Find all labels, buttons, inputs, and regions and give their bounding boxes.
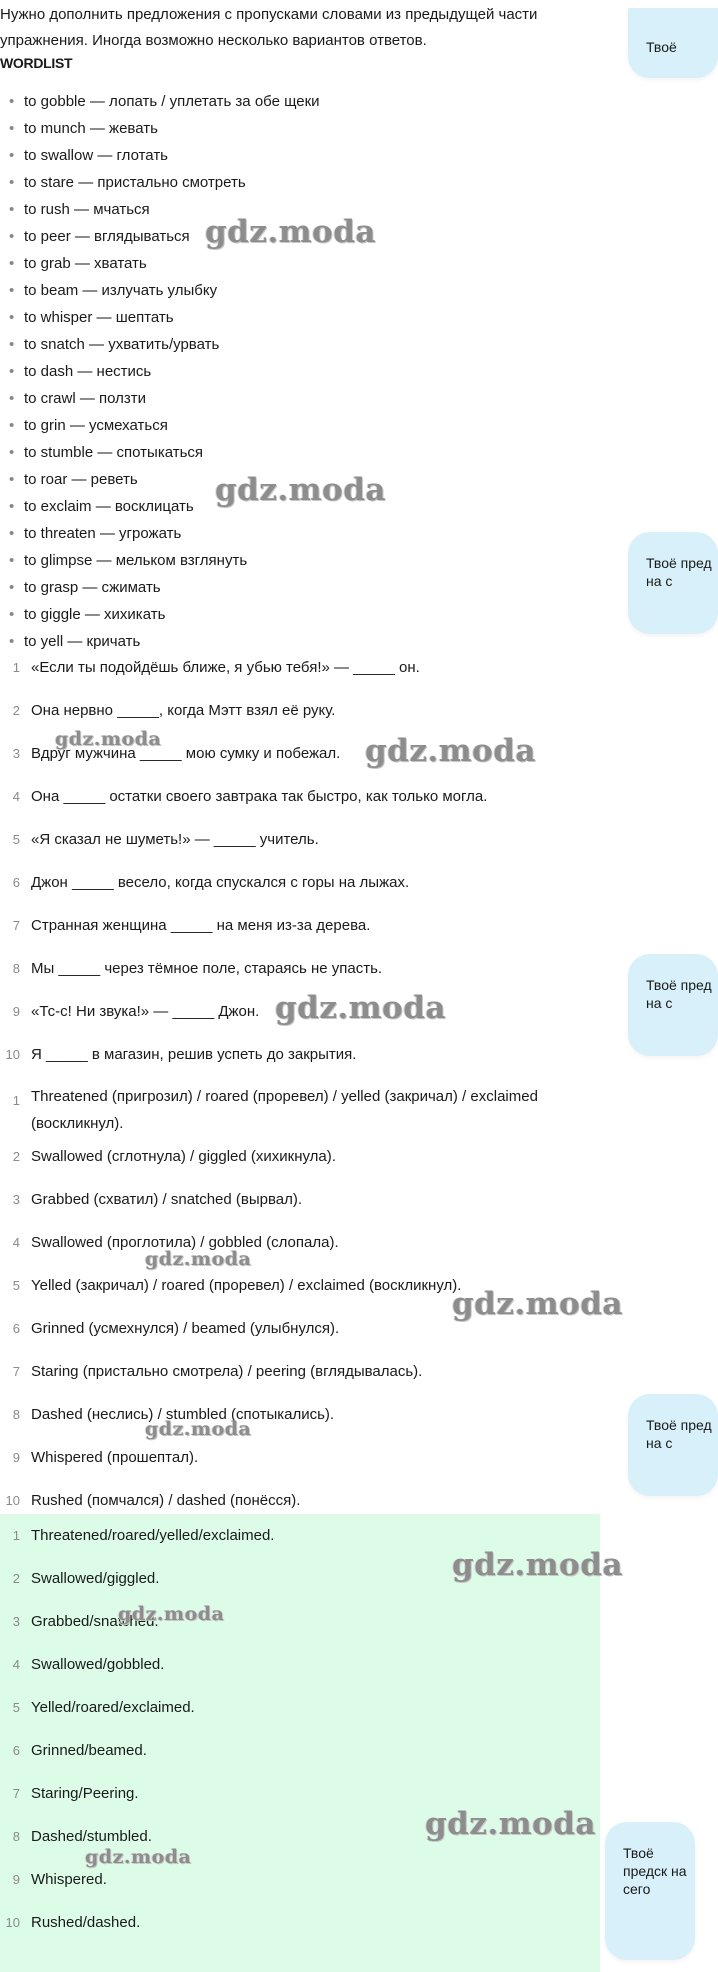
bullet-icon: • <box>9 93 15 110</box>
answer-item <box>0 1233 600 1276</box>
answer-item <box>0 1448 600 1491</box>
answer-text: Rushed/dashed. <box>31 1914 141 1931</box>
bullet-icon: • <box>9 255 15 272</box>
bullet-icon: • <box>9 444 15 461</box>
bullet-icon: • <box>9 309 15 326</box>
question-item <box>0 916 600 959</box>
watermark: gdz.moda <box>118 1603 225 1625</box>
bullet-icon: • <box>9 363 15 380</box>
item-number: 10 <box>5 1047 20 1062</box>
wordlist-item: • to rush — мчаться <box>0 196 320 223</box>
answer-text: Grinned/beamed. <box>31 1742 147 1759</box>
side-card-text: Твоё пред на с <box>646 1417 712 1451</box>
answer-item <box>0 1698 600 1741</box>
answer-text: Staring/Peering. <box>31 1785 139 1802</box>
question-text: Она нервно _____, когда Мэтт взял её руку. <box>31 702 336 719</box>
item-number: 2 <box>12 1149 20 1164</box>
answer-item <box>0 1870 600 1913</box>
answer-text: Whispered. <box>31 1871 107 1888</box>
bullet-icon: • <box>9 201 15 218</box>
question-text: Я _____ в магазин, решив успеть до закрытия. <box>31 1046 357 1063</box>
item-number: 9 <box>12 1872 20 1887</box>
wordlist-title: WORDLIST <box>0 55 73 71</box>
bullet-icon: • <box>9 633 15 650</box>
side-card[interactable] <box>628 1394 718 1496</box>
item-number: 6 <box>12 875 20 890</box>
answers-short-list <box>0 1526 600 1956</box>
item-number: 2 <box>12 1571 20 1586</box>
bullet-icon: • <box>9 498 15 515</box>
bullet-icon: • <box>9 471 15 488</box>
answer-item <box>0 1083 600 1147</box>
item-number: 10 <box>5 1493 20 1508</box>
question-item <box>0 1045 600 1088</box>
answer-text: Grabbed/snatched. <box>31 1613 159 1630</box>
item-number: 1 <box>12 1093 20 1108</box>
wordlist-item: • to dash — нестись <box>0 358 320 385</box>
wordlist-item: • to stare — пристально смотреть <box>0 169 320 196</box>
item-number: 8 <box>12 1829 20 1844</box>
item-number: 5 <box>12 1700 20 1715</box>
item-number: 9 <box>12 1450 20 1465</box>
wordlist-item: • to whisper — шептать <box>0 304 320 331</box>
item-number: 6 <box>12 1321 20 1336</box>
watermark: gdz.moda <box>145 1248 252 1270</box>
question-item <box>0 787 600 830</box>
question-item <box>0 658 600 701</box>
bullet-icon: • <box>9 336 15 353</box>
bullet-icon: • <box>9 147 15 164</box>
watermark: gdz.moda <box>205 214 376 250</box>
question-item <box>0 830 600 873</box>
answer-text: Rushed (помчался) / dashed (понёсся). <box>31 1492 301 1509</box>
answer-text: Swallowed (сглотнула) / giggled (хихикнула). <box>31 1148 336 1165</box>
answer-item <box>0 1319 600 1362</box>
answer-text: Dashed/stumbled. <box>31 1828 152 1845</box>
wordlist-item: • to exclaim — восклицать <box>0 493 320 520</box>
wordlist-item: • to snatch — ухватить/урвать <box>0 331 320 358</box>
watermark: gdz.moda <box>452 1547 623 1583</box>
item-number: 1 <box>12 660 20 675</box>
answer-text: Grinned (усмехнулся) / beamed (улыбнулся). <box>31 1320 340 1337</box>
side-card[interactable] <box>628 532 718 634</box>
item-number: 7 <box>12 1364 20 1379</box>
watermark: gdz.moda <box>145 1418 252 1440</box>
item-number: 3 <box>12 1192 20 1207</box>
watermark: gdz.moda <box>275 990 446 1026</box>
question-text: «Я сказал не шуметь!» — _____ учитель. <box>31 831 319 848</box>
wordlist-item: • to crawl — ползти <box>0 385 320 412</box>
bullet-icon: • <box>9 417 15 434</box>
wordlist-item: • to swallow — глотать <box>0 142 320 169</box>
answer-item <box>0 1612 600 1655</box>
exercise-instructions: Нужно дополнить предложения с пропусками словами из предыдущей части упражнения. Иногда возможно несколько вариантов ответов. <box>0 6 538 49</box>
answer-text: Whispered (прошептал). <box>31 1449 199 1466</box>
question-text: Мы _____ через тёмное поле, стараясь не упасть. <box>31 960 383 977</box>
item-number: 3 <box>12 1614 20 1629</box>
item-number: 2 <box>12 703 20 718</box>
item-number: 4 <box>12 789 20 804</box>
wordlist-item: • to glimpse — мельком взглянуть <box>0 547 320 574</box>
bullet-icon: • <box>9 579 15 596</box>
item-number: 7 <box>12 918 20 933</box>
wordlist-item: • to peer — вглядываться <box>0 223 320 250</box>
watermark: gdz.moda <box>425 1806 596 1842</box>
answer-text: Swallowed/giggled. <box>31 1570 160 1587</box>
question-item <box>0 873 600 916</box>
bullet-icon: • <box>9 606 15 623</box>
answer-item <box>0 1362 600 1405</box>
question-text: Она _____ остатки своего завтрака так быстро, как только могла. <box>31 788 488 805</box>
question-text: Странная женщина _____ на меня из-за дерева. <box>31 917 371 934</box>
answer-text: Threatened (пригрозил) / roared (проревел) / yelled (закричал) / exclaimed (воскликнул). <box>31 1088 538 1132</box>
wordlist-item: • to grasp — сжимать <box>0 574 320 601</box>
answer-item <box>0 1405 600 1448</box>
side-card-text: Твоё пред на с <box>646 555 712 589</box>
item-number: 8 <box>12 961 20 976</box>
answer-item <box>0 1913 600 1956</box>
wordlist-item: • to munch — жевать <box>0 115 320 142</box>
item-number: 4 <box>12 1657 20 1672</box>
question-text: «Если ты подойдёшь ближе, я убью тебя!» — _____ он. <box>31 659 420 676</box>
wordlist-item: • to threaten — угрожать <box>0 520 320 547</box>
bullet-icon: • <box>9 390 15 407</box>
side-card-text: Твоё предск на сего <box>623 1845 687 1897</box>
answer-item <box>0 1741 600 1784</box>
bullet-icon: • <box>9 525 15 542</box>
bullet-icon: • <box>9 120 15 137</box>
side-card-text: Твоё пред на с <box>646 977 712 1011</box>
answer-text: Swallowed/gobbled. <box>31 1656 165 1673</box>
side-card[interactable] <box>628 8 718 78</box>
side-card[interactable] <box>628 954 718 1056</box>
item-number: 10 <box>5 1915 20 1930</box>
side-card[interactable] <box>605 1822 695 1960</box>
item-number: 7 <box>12 1786 20 1801</box>
wordlist-item: • to beam — излучать улыбку <box>0 277 320 304</box>
wordlist-item: • to roar — реветь <box>0 466 320 493</box>
answer-text: Grabbed (схватил) / snatched (вырвал). <box>31 1191 303 1208</box>
watermark: gdz.moda <box>452 1286 623 1322</box>
watermark: gdz.moda <box>85 1846 192 1868</box>
wordlist-item: • to giggle — хихикать <box>0 601 320 628</box>
wordlist-item: • to grin — усмехаться <box>0 412 320 439</box>
answer-item <box>0 1190 600 1233</box>
watermark: gdz.moda <box>55 728 162 750</box>
item-number: 6 <box>12 1743 20 1758</box>
answer-text: Swallowed (проглотила) / gobbled (слопала). <box>31 1234 339 1251</box>
question-text: Джон _____ весело, когда спускался с горы на лыжах. <box>31 874 410 891</box>
question-text: «Тс-с! Ни звука!» — _____ Джон. <box>31 1003 260 1020</box>
side-card-text: Твоё <box>646 39 677 55</box>
answer-item <box>0 1147 600 1190</box>
wordlist-item: • to yell — кричать <box>0 628 320 655</box>
wordlist-item: • to stumble — спотыкаться <box>0 439 320 466</box>
answer-text: Dashed (неслись) / stumbled (спотыкались). <box>31 1406 335 1423</box>
answer-text: Threatened/roared/yelled/exclaimed. <box>31 1527 275 1544</box>
item-number: 3 <box>12 746 20 761</box>
bullet-icon: • <box>9 228 15 245</box>
wordlist <box>0 88 320 655</box>
answer-item <box>0 1655 600 1698</box>
item-number: 4 <box>12 1235 20 1250</box>
bullet-icon: • <box>9 552 15 569</box>
item-number: 1 <box>12 1528 20 1543</box>
item-number: 5 <box>12 1278 20 1293</box>
answer-text: Staring (пристально смотрела) / peering (вглядывалась). <box>31 1363 423 1380</box>
bullet-icon: • <box>9 282 15 299</box>
question-text: Вдруг мужчина _____ мою сумку и побежал. <box>31 745 341 762</box>
wordlist-item: • to gobble — лопать / уплетать за обе щеки <box>0 88 320 115</box>
wordlist-item: • to grab — хватать <box>0 250 320 277</box>
item-number: 8 <box>12 1407 20 1422</box>
item-number: 9 <box>12 1004 20 1019</box>
item-number: 5 <box>12 832 20 847</box>
watermark: gdz.moda <box>215 472 386 508</box>
answer-text: Yelled/roared/exclaimed. <box>31 1699 195 1716</box>
answer-text: Yelled (закричал) / roared (проревел) / exclaimed (воскликнул). <box>31 1277 462 1294</box>
watermark: gdz.moda <box>365 733 536 769</box>
bullet-icon: • <box>9 174 15 191</box>
